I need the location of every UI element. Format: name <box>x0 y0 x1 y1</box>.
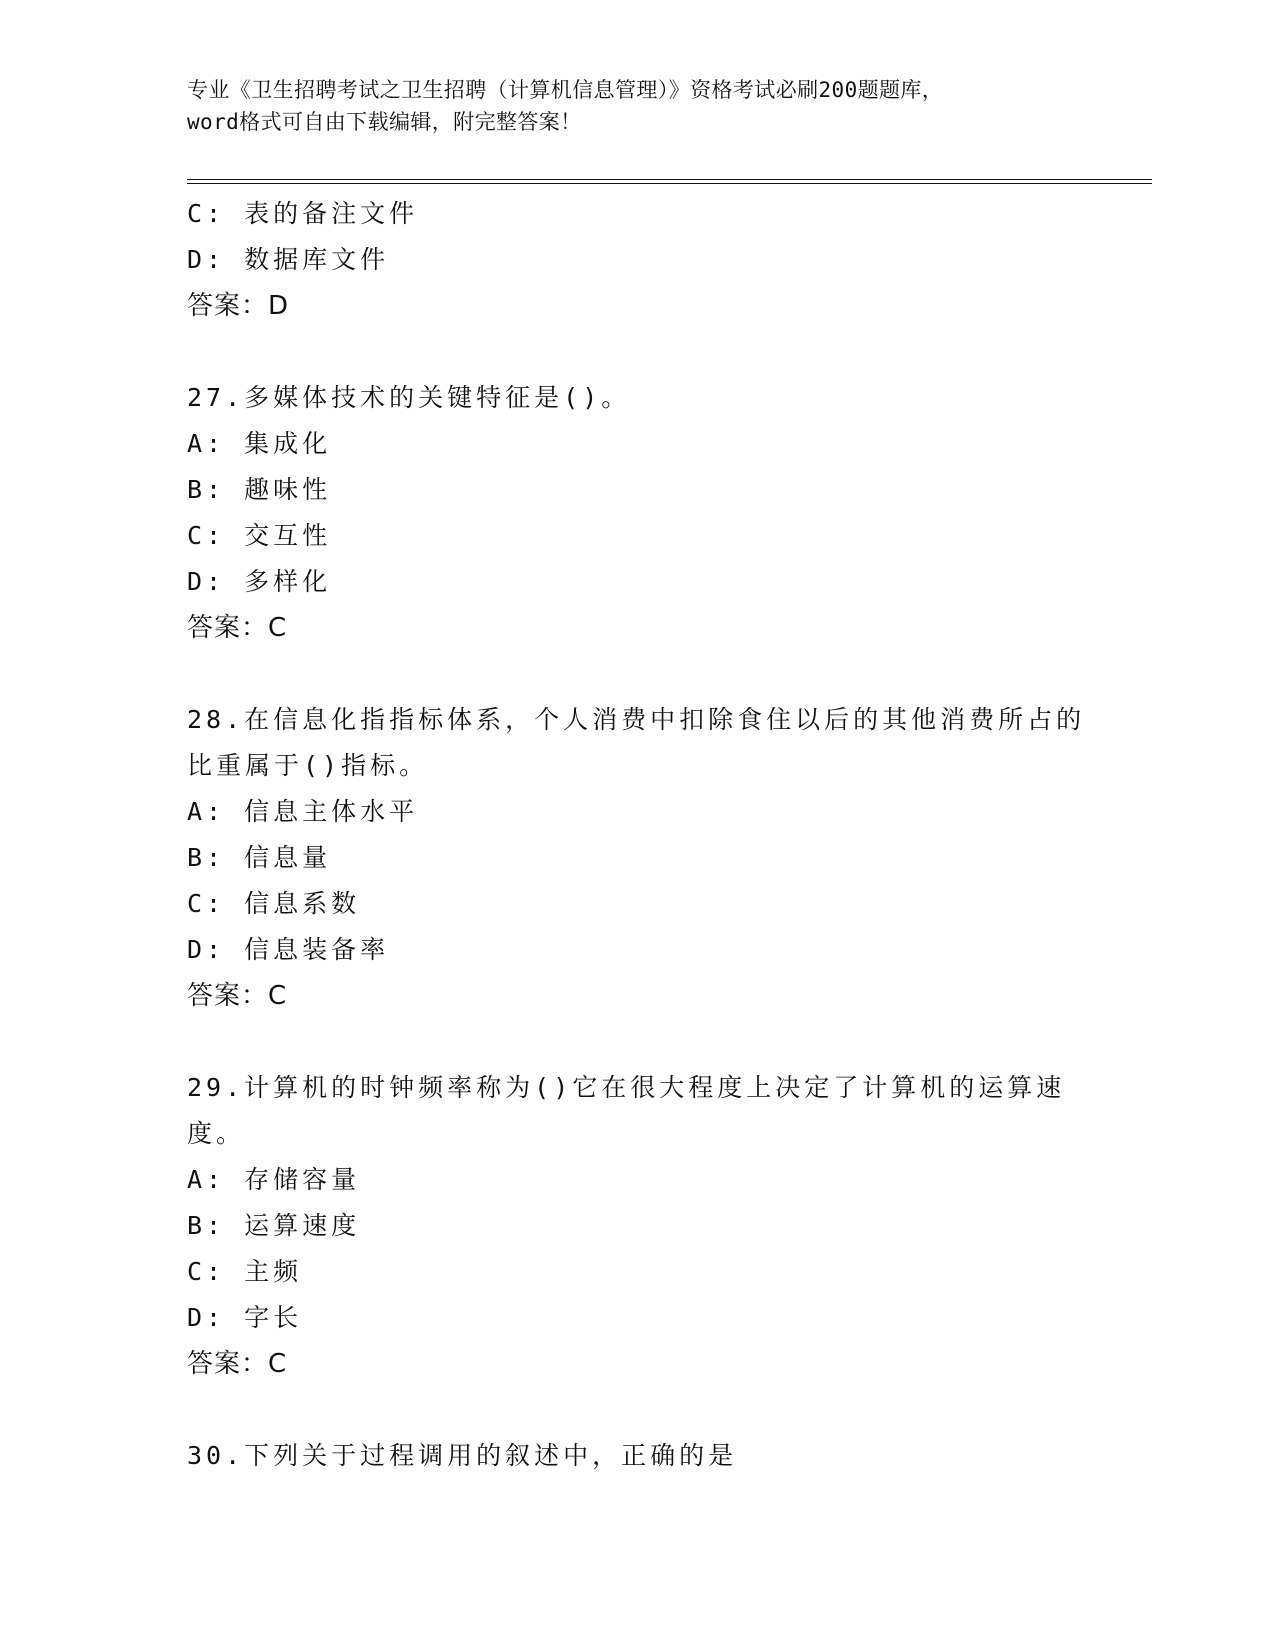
spacer <box>187 651 1087 697</box>
option-c: C: 表的备注文件 <box>187 199 419 228</box>
question-28 <box>187 697 1087 1019</box>
option-c: C: 信息系数 <box>187 889 361 918</box>
question-text: 29.计算机的时钟频率称为()它在很大程度上决定了计算机的运算速度。 <box>187 1073 1066 1148</box>
option-d: D: 信息装备率 <box>187 935 390 964</box>
option-a: A: 存储容量 <box>187 1165 361 1194</box>
option-b: B: 趣味性 <box>187 475 332 504</box>
header-divider-top <box>187 179 1152 180</box>
page-header <box>187 74 1087 138</box>
spacer <box>187 329 1087 375</box>
answer-line: 答案：C <box>187 613 288 643</box>
option-d: D: 多样化 <box>187 567 332 596</box>
header-line-2: word格式可自由下载编辑，附完整答案！ <box>187 110 582 134</box>
question-30 <box>187 1433 1087 1479</box>
question-26-tail <box>187 191 1087 329</box>
question-27 <box>187 375 1087 651</box>
answer-line: 答案：C <box>187 981 288 1011</box>
option-c: C: 主频 <box>187 1257 303 1286</box>
spacer <box>187 1019 1087 1065</box>
option-a: A: 集成化 <box>187 429 332 458</box>
question-29 <box>187 1065 1087 1387</box>
option-d: D: 字长 <box>187 1303 303 1332</box>
option-d: D: 数据库文件 <box>187 245 390 274</box>
header-divider-bottom <box>187 183 1152 184</box>
option-b: B: 信息量 <box>187 843 332 872</box>
question-text: 28.在信息化指指标体系，个人消费中扣除食住以后的其他消费所占的比重属于()指标。 <box>187 705 1086 780</box>
question-text: 30.下列关于过程调用的叙述中，正确的是 <box>187 1441 738 1470</box>
question-text: 27.多媒体技术的关键特征是()。 <box>187 383 631 412</box>
header-line-1: 专业《卫生招聘考试之卫生招聘（计算机信息管理）》资格考试必刷200题题库， <box>187 78 944 102</box>
option-a: A: 信息主体水平 <box>187 797 419 826</box>
answer-line: 答案：D <box>187 291 290 321</box>
answer-line: 答案：C <box>187 1349 288 1379</box>
option-c: C: 交互性 <box>187 521 332 550</box>
question-list <box>187 191 1087 1479</box>
spacer <box>187 1387 1087 1433</box>
option-b: B: 运算速度 <box>187 1211 361 1240</box>
